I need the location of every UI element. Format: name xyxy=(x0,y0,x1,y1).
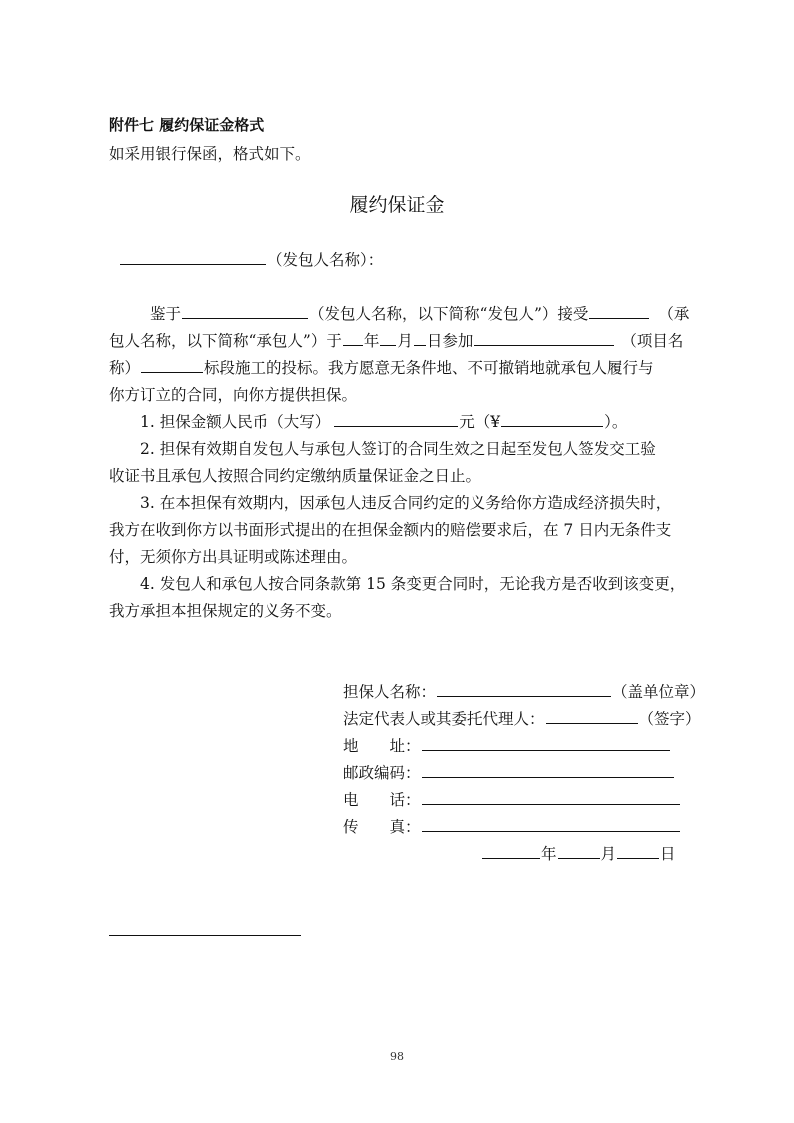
addressee-line xyxy=(119,248,383,270)
footnote-divider xyxy=(109,935,301,936)
date-month-blank[interactable] xyxy=(558,843,600,859)
phone-row: 电 话： xyxy=(343,788,681,810)
intro-text: 如采用银行保函，格式如下。 xyxy=(109,145,311,163)
paragraph-1-line-1: 鉴于 （发包人名称，以下简称“发包人”）接受 （承 xyxy=(150,305,690,323)
address-blank[interactable] xyxy=(422,735,670,751)
item-1: 1. 担保金额人民币（大写） 元（¥ ）。 xyxy=(140,413,628,431)
postcode-blank[interactable] xyxy=(422,762,674,778)
postcode-row: 邮政编码： xyxy=(343,761,675,783)
contractor-blank[interactable] xyxy=(589,303,649,319)
month-blank[interactable] xyxy=(380,330,396,346)
amount-figures-blank[interactable] xyxy=(501,411,603,427)
guarantor-name-blank[interactable] xyxy=(437,681,611,697)
item-3-line-2: 我方在收到你方以书面形式提出的在担保金额内的赔偿要求后，在 7 日内无条件支 xyxy=(109,521,672,539)
day-blank[interactable] xyxy=(414,330,426,346)
employer-name-blank[interactable] xyxy=(120,249,266,265)
representative-blank[interactable] xyxy=(546,708,638,724)
item-2-line-2: 收证书且承包人按照合同约定缴纳质量保证金之日止。 xyxy=(109,467,482,485)
amount-words-blank[interactable] xyxy=(334,411,458,427)
fax-blank[interactable] xyxy=(422,816,680,832)
item-2-line-1: 2. 担保有效期自发包人与承包人签订的合同生效之日起至发包人签发交工验 xyxy=(140,440,656,458)
guarantor-row: 担保人名称： （盖单位章） xyxy=(343,683,706,701)
document-title: 履约保证金 xyxy=(349,194,445,216)
date-year-blank[interactable] xyxy=(482,843,540,859)
year-blank[interactable] xyxy=(343,330,363,346)
employer-blank[interactable] xyxy=(182,303,308,319)
item-4-line-2: 我方承担本担保规定的义务不变。 xyxy=(109,602,342,620)
paragraph-1-line-3: 称） 标段施工的投标。我方愿意无条件地、不可撤销地就承包人履行与 xyxy=(109,359,654,377)
project-name-blank[interactable] xyxy=(474,330,614,346)
item-4-line-1: 4. 发包人和承包人按合同条款第 15 条变更合同时，无论我方是否收到该变更， xyxy=(140,575,686,593)
section-blank[interactable] xyxy=(141,357,203,373)
addressee-label: （发包人名称）： xyxy=(267,251,384,269)
representative-row: 法定代表人或其委托代理人： （签字） xyxy=(343,710,701,728)
item-3-line-3: 付，无须你方出具证明或陈述理由。 xyxy=(109,548,358,566)
date-row: 年 月 日 xyxy=(481,842,676,864)
address-row: 地 址： xyxy=(343,734,671,756)
fax-row: 传 真： xyxy=(343,815,681,837)
item-3-line-1: 3. 在本担保有效期内，因承包人违反合同约定的义务给你方造成经济损失时， xyxy=(140,494,672,512)
paragraph-1-line-2: 包人名称，以下简称“承包人”）于 年 月 日参加 （项目名 xyxy=(109,332,684,350)
paragraph-1-line-4: 你方订立的合同，向你方提供担保。 xyxy=(109,386,358,404)
date-day-blank[interactable] xyxy=(617,843,659,859)
phone-blank[interactable] xyxy=(422,789,680,805)
page-number: 98 xyxy=(390,1050,404,1063)
annex-title: 附件七 履约保证金格式 xyxy=(109,116,265,134)
